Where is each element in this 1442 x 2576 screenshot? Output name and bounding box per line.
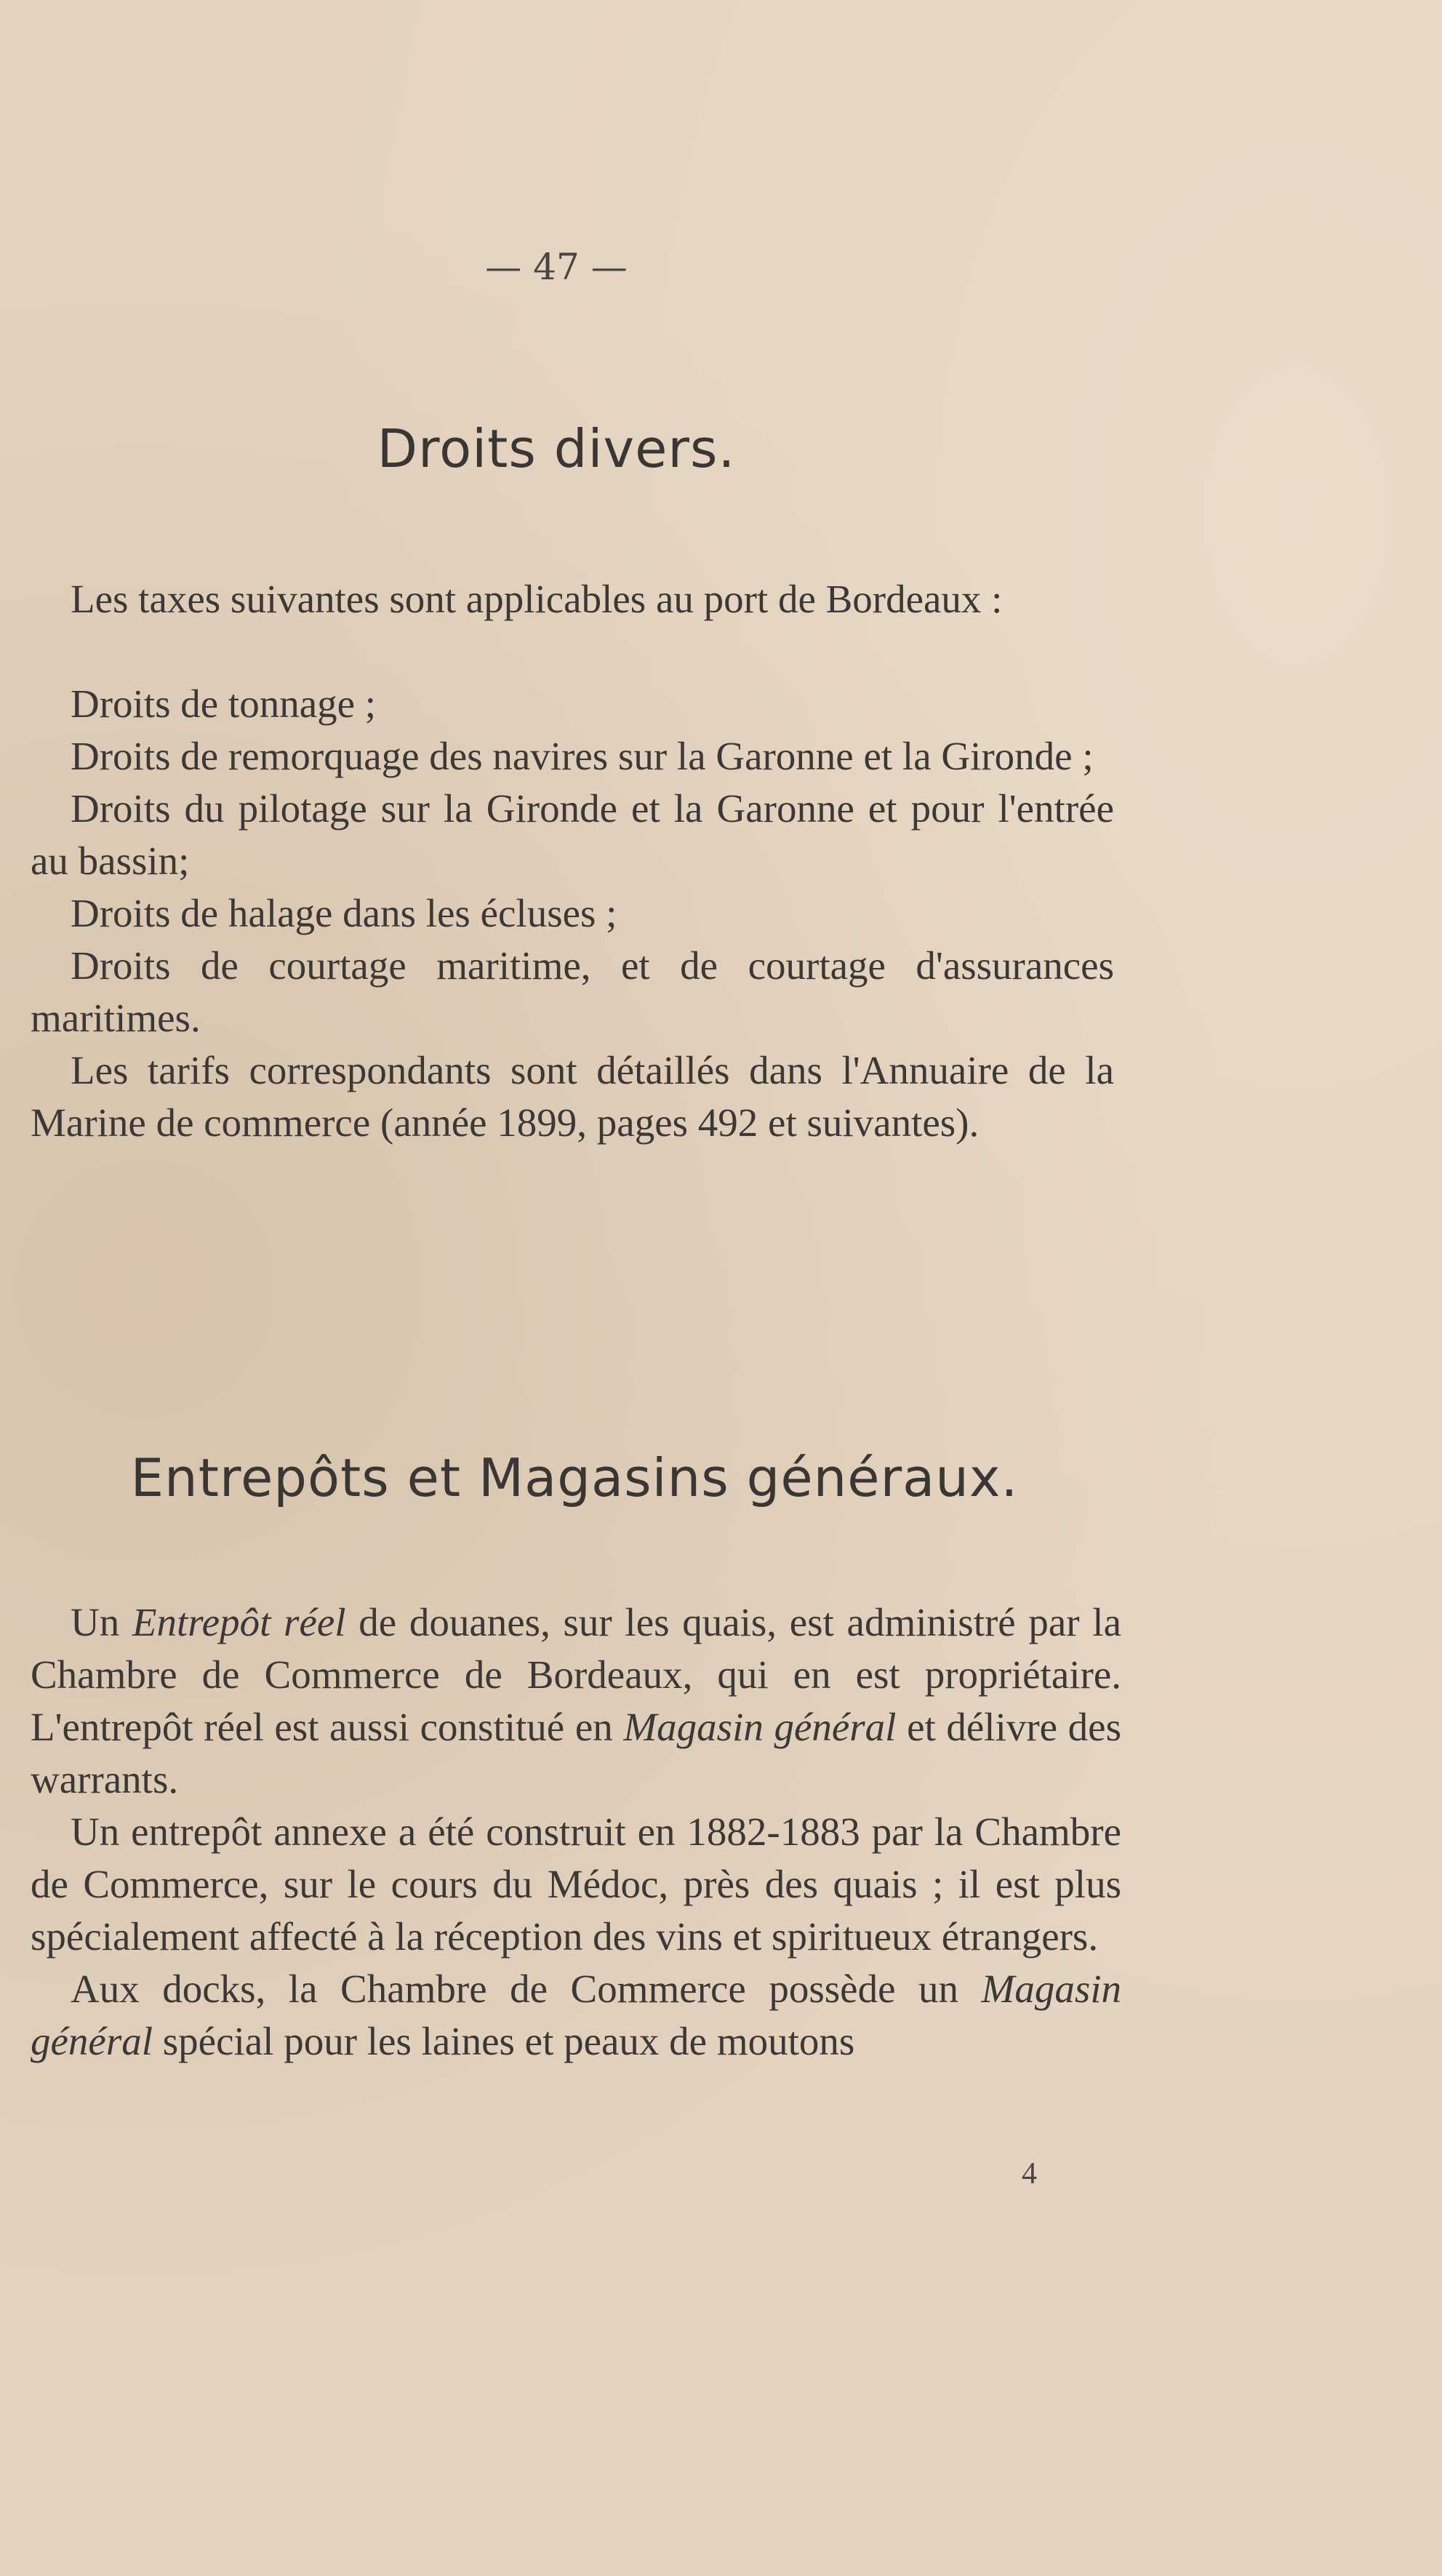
italic-term: Magasin général <box>31 1967 1121 2063</box>
list-item: Droits de halage dans les écluses ; <box>71 891 617 935</box>
paragraph-entrepot-reel <box>31 1596 1121 1806</box>
list-item: Droits du pilotage sur la Gironde et la Garonne et pour l'entrée au bassin; <box>31 786 1114 883</box>
paragraph-docks <box>31 1963 1121 2068</box>
text-run: spécial pour les laines et peaux de moutons <box>153 2019 855 2063</box>
list-item: Droits de remorquage des navires sur la Garonne et la Gironde ; <box>71 734 1094 778</box>
page-number: — 47 — <box>485 246 628 288</box>
text-run: Un <box>71 1600 132 1644</box>
list-item: Droits de courtage maritime, et de courtage d'assurances maritimes. <box>31 943 1114 1040</box>
section-body-droits-divers <box>31 573 1114 1149</box>
italic-term: Entrepôt réel <box>132 1600 346 1644</box>
section-title-entrepots: Entrepôts et Magasins généraux. <box>130 1447 1019 1508</box>
text-run: Aux docks, la Chambre de Commerce possède un <box>71 1967 982 2011</box>
conclusion-paragraph: Les tarifs correspondants sont détaillés dans l'Annuaire de la Marine de commerce (année 1899, pages 492 et suivantes). <box>31 1048 1114 1145</box>
text-run: de douanes, sur les quais, est administré par la Chambre de Commerce de Bordeaux, qui en est propriétaire. L'entrepôt réel est aussi constitué en <box>31 1600 1121 1749</box>
paragraph-entrepot-annexe: Un entrepôt annexe a été construit en 1882-1883 par la Chambre de Commerce, sur le cours du Médoc, près des quais ; il est plus spécialement affecté à la réception des vins et spiritueux étrangers. <box>31 1809 1121 1959</box>
text-run: et délivre des warrants. <box>31 1705 1121 1801</box>
signature-mark: 4 <box>1022 2157 1037 2191</box>
section-body-entrepots <box>31 1596 1121 2068</box>
intro-paragraph: Les taxes suivantes sont applicables au port de Bordeaux : <box>71 577 1003 621</box>
list-item: Droits de tonnage ; <box>71 681 377 726</box>
italic-term: Magasin général <box>623 1705 897 1749</box>
section-title-droits-divers: Droits divers. <box>377 418 736 479</box>
